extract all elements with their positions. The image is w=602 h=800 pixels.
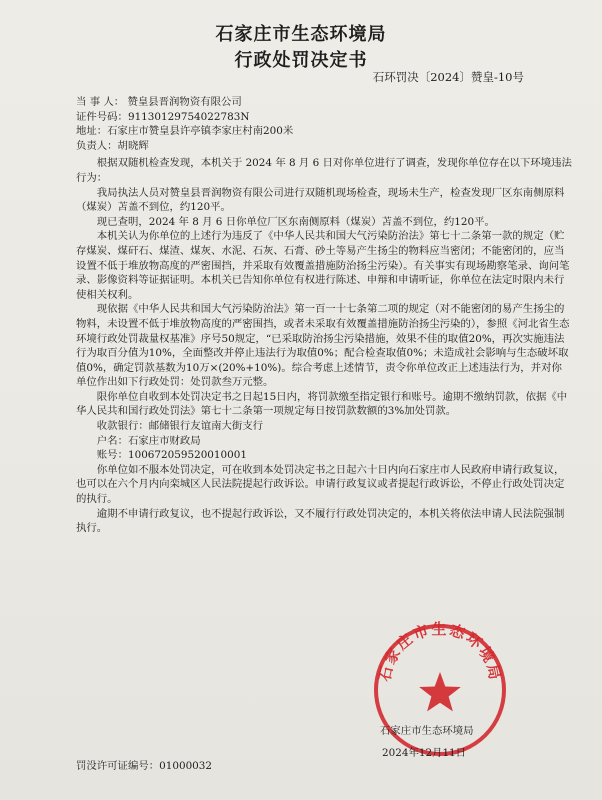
document-body <box>76 95 572 536</box>
payee-bank: 收款银行：邮储银行友谊南大街支行 <box>96 420 264 433</box>
paragraph-inspection: 根据双随机检查发现，本机关于 2024 年 8 月 6 日对你单位进行了调查，发现你单位存在以下环境违法行为： <box>76 157 572 184</box>
paragraph-enforcement: 逾期不申请行政复议，也不提起行政诉讼，又不履行行政处罚决定的，本机关将依法申请人民法院强制执行。 <box>76 507 565 535</box>
document-title-type: 行政处罚决定书 <box>234 50 368 71</box>
paragraph-appeal-rights: 你单位如不服本处罚决定，可在收到本处罚决定书之日起六十日内向石家庄市人民政府申请行政复议，也可以在六个月内向栾城区人民法院提起行政诉讼。申请行政复议或者提起行政诉讼，不停止行政处罚决定的执行。 <box>76 463 565 506</box>
paragraph-finding: 我局执法人员对赞皇县晋润物资有限公司进行双随机现场检查，现场未生产，检查发现厂区东南侧原料（煤炭）苫盖不到位，约120平。 <box>76 186 565 214</box>
payee-account-number: 账号：100672059520010001 <box>96 449 247 462</box>
party-license-number: 证件号码：91130129754022783N <box>76 110 250 123</box>
document-number: 石环罚决〔2024〕赞皇-10号 <box>372 70 524 84</box>
paragraph-facts: 现已查明，2024 年 8 月 6 日你单位厂区东南侧原料（煤炭）苫盖不到位，约120平。 <box>96 215 495 228</box>
star-icon <box>419 672 461 711</box>
party-name: 当 事 人： 赞皇县晋润物资有限公司 <box>76 96 242 108</box>
signature-date: 2024年12月11日 <box>382 747 467 759</box>
payee-account-name: 户名：石家庄市财政局 <box>96 434 201 447</box>
paragraph-penalty: 现依据《中华人民共和国大气污染防治法》第一百一十七条第二项的规定（对不能密闭的易产生扬尘的物料，未设置不低于堆放物高度的严密围挡，或者未采取有效覆盖措施防治扬尘污染的），参照《河北省生态环境行政处罚裁量权基准》序号50规定，“已采取防治扬尘污染措施，效果不佳的取值20%，再次实施违法行为取百分值为10%，全面整改并停止违法行为取值0%；配合检查取值0%；未造成社会影响与生态破坏取值0%，确定罚款基数为10万×(20%+10%)。综合考虑上述情节，责令你单位改正上述违法行为，并对你单位作出如下行政处罚：处罚款叁万元整。 <box>76 303 570 389</box>
penalty-license-number: 罚没许可证编号：01000032 <box>76 760 213 772</box>
paragraph-payment-deadline: 限你单位自收到本处罚决定书之日起15日内，将罚款缴至指定银行和账号。逾期不缴纳罚款，依据《中华人民共和国行政处罚法》第七十二条第一项规定每日按罚款数额的3%加处罚款。 <box>76 390 568 418</box>
signature-organization: 石家庄市生态环境局 <box>380 725 474 737</box>
paragraph-violation: 本机关认为你单位的上述行为违反了《中华人民共和国大气污染防治法》第七十二条第一款的规定（贮存煤炭、煤矸石、煤渣、煤灰、水泥、石灰、石膏、砂土等易产生扬尘的物料应当密闭；不能密闭的，应当设置不低于堆放物高度的严密围挡，并采取有效覆盖措施防治扬尘污染）。有关事实有现场勘察笔录、询问笔录、影像资料等证据证明。本机关已告知你单位有权进行陈述、申辩和申请听证，你单位在法定时限内未行使相关权利。 <box>76 230 570 301</box>
party-address: 地址：石家庄市赞皇县许亭镇李家庄村南200米 <box>76 125 294 138</box>
seal-graphic <box>370 620 510 760</box>
svg-text:石家庄市生态环境局: 石家庄市生态环境局 <box>375 620 505 683</box>
official-seal <box>370 620 510 760</box>
document-title-agency: 石家庄市生态环境局 <box>215 24 387 45</box>
party-responsible-person: 负责人：胡晓辉 <box>76 139 149 152</box>
